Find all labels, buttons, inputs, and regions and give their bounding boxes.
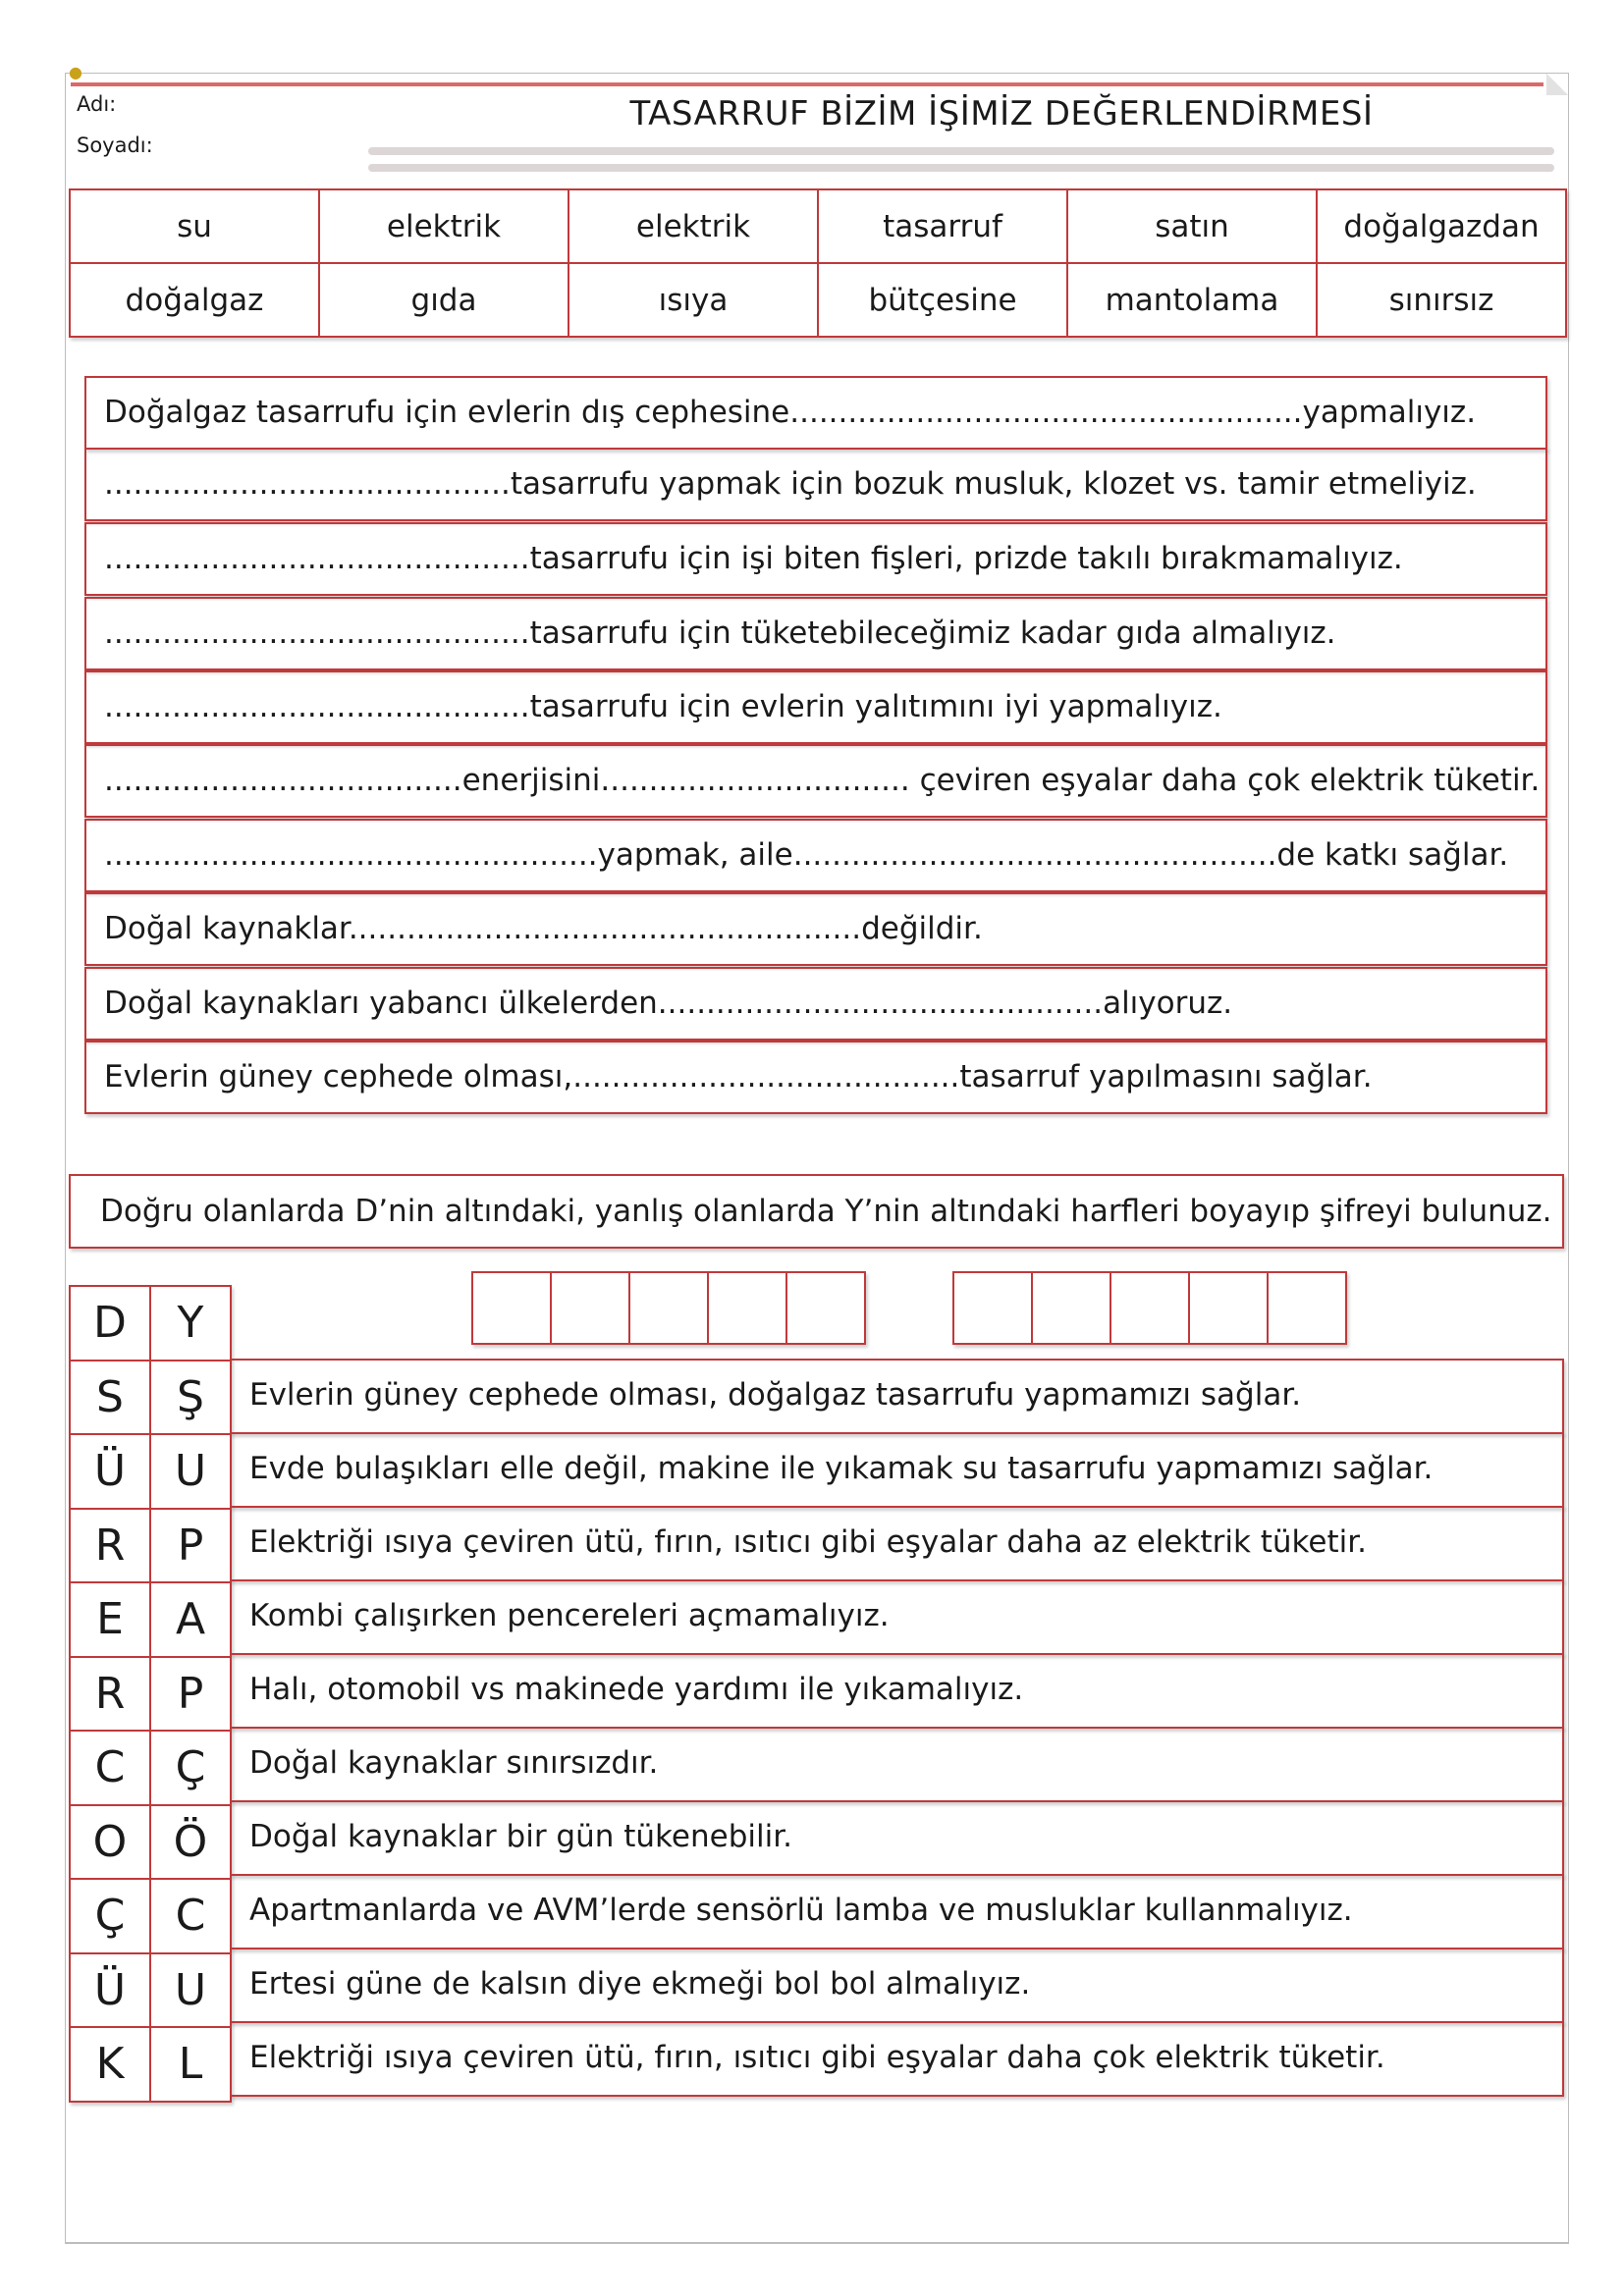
dy-header-row <box>70 1286 231 1361</box>
y-letter[interactable]: A <box>150 1582 231 1657</box>
d-letter[interactable]: O <box>70 1805 150 1880</box>
statement-row: Kombi çalışırken pencereleri açmamalıyız. <box>230 1579 1564 1655</box>
code-cell[interactable] <box>1031 1271 1111 1345</box>
d-letter[interactable]: S <box>70 1361 150 1435</box>
dy-row <box>70 1879 231 1953</box>
dy-row <box>70 1657 231 1732</box>
d-letter[interactable]: C <box>70 1731 150 1805</box>
statement-row: Evlerin güney cephede olması, doğalgaz tasarrufu yapmamızı sağlar. <box>230 1359 1564 1434</box>
word-bank <box>69 188 1567 338</box>
true-false-statements <box>230 1359 1564 2097</box>
word-cell: bütçesine <box>818 263 1067 337</box>
page-bottom-line <box>65 2242 1569 2243</box>
fill-blank-row[interactable]: ............................................tasarrufu için evlerin yalıtımını iyi yapmalıyız. <box>84 670 1547 744</box>
y-letter[interactable]: Ö <box>150 1805 231 1880</box>
page-title: TASARRUF BİZİM İŞİMİZ DEĞERLENDİRMESİ <box>629 94 1374 133</box>
d-letter[interactable]: Ç <box>70 1879 150 1953</box>
code-cell[interactable] <box>1110 1271 1190 1345</box>
fill-blank-row[interactable]: Doğalgaz tasarrufu için evlerin dış cephesine.....................................................yapmalıyız. <box>84 376 1547 450</box>
d-header: D <box>70 1286 150 1361</box>
dy-row <box>70 1434 231 1509</box>
title-underline-1 <box>368 147 1554 155</box>
dy-row <box>70 1805 231 1880</box>
pin-icon: ● <box>69 63 82 81</box>
d-letter[interactable]: R <box>70 1657 150 1732</box>
word-cell: su <box>70 189 319 263</box>
code-cell[interactable] <box>471 1271 552 1345</box>
statement-row: Doğal kaynaklar bir gün tükenebilir. <box>230 1800 1564 1876</box>
d-letter[interactable]: Ü <box>70 1434 150 1509</box>
dy-row <box>70 2027 231 2102</box>
code-cell[interactable] <box>707 1271 787 1345</box>
surname-label: Soyadı: <box>77 133 153 157</box>
fill-blank-row[interactable]: Evlerin güney cephede olması,........................................tasarruf yapılmasını sağlar. <box>84 1041 1547 1114</box>
d-letter[interactable]: R <box>70 1509 150 1583</box>
fill-blank-row[interactable]: ............................................tasarrufu için işi biten fişleri, prizde takılı bırakmamalıyız. <box>84 522 1547 596</box>
code-cells-group-2 <box>952 1271 1347 1345</box>
fill-blank-row[interactable]: ...................................................yapmak, aile..................................................de katkı sağlar. <box>84 819 1547 892</box>
dy-row <box>70 1582 231 1657</box>
statement-row: Elektriği ısıya çeviren ütü, fırın, ısıtıcı gibi eşyalar daha az elektrik tüketir. <box>230 1506 1564 1581</box>
top-accent-line <box>71 82 1543 86</box>
puzzle-instruction: Doğru olanlarda D’nin altındaki, yanlış olanlarda Y’nin altındaki harfleri boyayıp şifreyi bulunuz. <box>69 1174 1564 1249</box>
statement-row: Evde bulaşıkları elle değil, makine ile yıkamak su tasarrufu yapmamızı sağlar. <box>230 1432 1564 1508</box>
word-cell: tasarruf <box>818 189 1067 263</box>
d-letter[interactable]: E <box>70 1582 150 1657</box>
word-bank-row <box>70 189 1566 263</box>
code-cell[interactable] <box>1188 1271 1269 1345</box>
statement-row: Elektriği ısıya çeviren ütü, fırın, ısıtıcı gibi eşyalar daha çok elektrik tüketir. <box>230 2021 1564 2097</box>
word-cell: satın <box>1067 189 1317 263</box>
y-letter[interactable]: Ş <box>150 1361 231 1435</box>
dy-row <box>70 1509 231 1583</box>
d-letter[interactable]: Ü <box>70 1953 150 2028</box>
word-cell: elektrik <box>568 189 818 263</box>
dy-row <box>70 1361 231 1435</box>
y-letter[interactable]: Ç <box>150 1731 231 1805</box>
word-cell: doğalgaz <box>70 263 319 337</box>
fill-blank-row[interactable]: Doğal kaynakları yabancı ülkelerden..............................................alıyoruz. <box>84 967 1547 1041</box>
dy-row <box>70 1953 231 2028</box>
y-letter[interactable]: U <box>150 1434 231 1509</box>
fill-blank-row[interactable]: ............................................tasarrufu için tüketebileceğimiz kadar gıda almalıyız. <box>84 597 1547 670</box>
code-cell[interactable] <box>785 1271 866 1345</box>
fill-blank-row[interactable]: Doğal kaynaklar.....................................................değildir. <box>84 892 1547 966</box>
word-cell: doğalgazdan <box>1317 189 1566 263</box>
title-underline-2 <box>368 164 1554 172</box>
y-letter[interactable]: U <box>150 1953 231 2028</box>
statement-row: Ertesi güne de kalsın diye ekmeği bol bol almalıyız. <box>230 1948 1564 2023</box>
statement-row: Halı, otomobil vs makinede yardımı ile yıkamalıyız. <box>230 1653 1564 1729</box>
word-cell: gıda <box>319 263 568 337</box>
statement-row: Apartmanlarda ve AVM’lerde sensörlü lamba ve musluklar kullanmalıyız. <box>230 1874 1564 1949</box>
code-cell[interactable] <box>1267 1271 1347 1345</box>
d-letter[interactable]: K <box>70 2027 150 2102</box>
word-bank-row <box>70 263 1566 337</box>
y-header: Y <box>150 1286 231 1361</box>
page-fold-corner <box>1546 74 1568 95</box>
dy-letter-table <box>69 1285 232 2103</box>
code-cell[interactable] <box>550 1271 630 1345</box>
word-cell: sınırsız <box>1317 263 1566 337</box>
word-cell: elektrik <box>319 189 568 263</box>
code-cell[interactable] <box>628 1271 709 1345</box>
y-letter[interactable]: P <box>150 1509 231 1583</box>
fill-blank-row[interactable]: ..........................................tasarrufu yapmak için bozuk musluk, klozet vs. tamir etmeliyiz. <box>84 448 1547 521</box>
y-letter[interactable]: C <box>150 1879 231 1953</box>
word-cell: mantolama <box>1067 263 1317 337</box>
name-label: Adı: <box>77 92 117 116</box>
code-cell[interactable] <box>952 1271 1033 1345</box>
y-letter[interactable]: L <box>150 2027 231 2102</box>
y-letter[interactable]: P <box>150 1657 231 1732</box>
code-cells-group-1 <box>471 1271 866 1345</box>
word-cell: ısıya <box>568 263 818 337</box>
dy-row <box>70 1731 231 1805</box>
statement-row: Doğal kaynaklar sınırsızdır. <box>230 1727 1564 1802</box>
fill-blank-row[interactable]: .....................................enerjisini................................ çeviren eşyalar daha çok elektrik tüketir. <box>84 744 1547 818</box>
